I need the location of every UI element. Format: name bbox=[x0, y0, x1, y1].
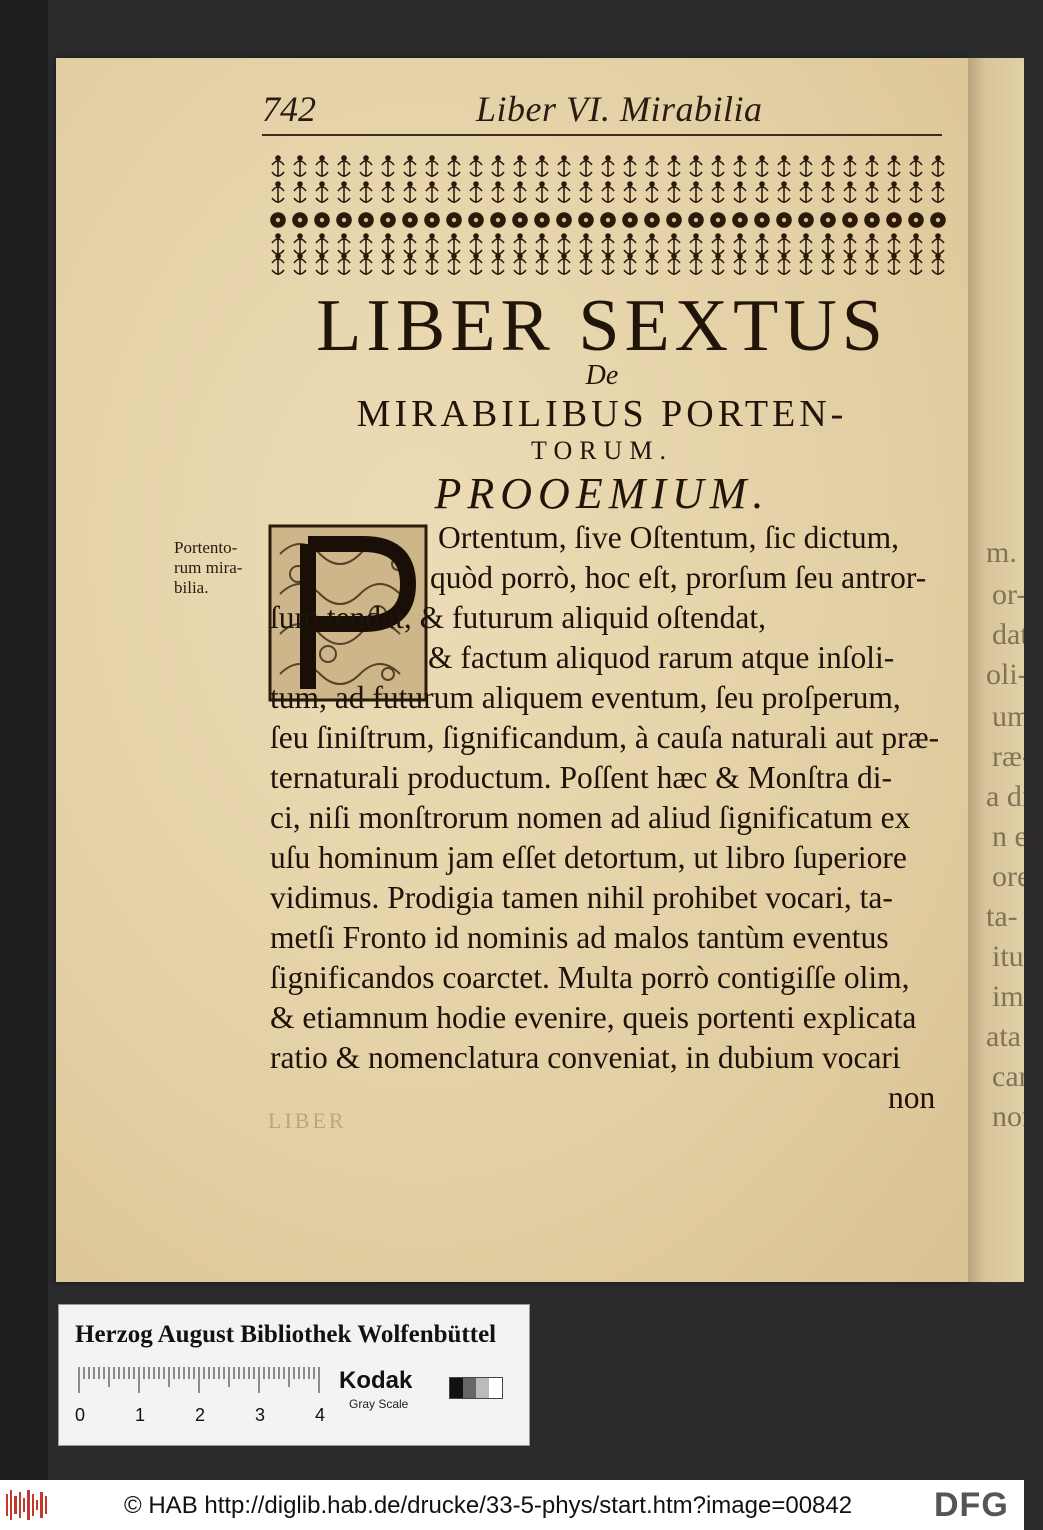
marginal-note-line: rum mira- bbox=[174, 558, 243, 577]
copyright-link[interactable]: © HAB http://diglib.hab.de/drucke/33-5-phys/start.htm?image=00842 bbox=[124, 1492, 853, 1519]
dfg-logo: DFG bbox=[934, 1486, 1009, 1524]
body-text-line: ſum tendat, & futurum aliquid oſtendat, bbox=[270, 600, 767, 635]
adjacent-page-text: ræ- bbox=[992, 740, 1032, 773]
body-text-line: metſi Fronto id nominis ad malos tantùm eventus bbox=[270, 920, 889, 955]
adjacent-page-text: oli- bbox=[986, 658, 1028, 691]
body-text-line: & factum aliquod rarum atque inſoli- bbox=[428, 640, 895, 675]
marginal-note bbox=[174, 538, 264, 598]
ruler-number: 1 bbox=[135, 1405, 146, 1425]
body-text-line: quòd porrò, hoc eſt, prorſum ſeu antror- bbox=[430, 560, 927, 595]
library-name: Herzog August Bibliothek Wolfenbüttel bbox=[75, 1321, 497, 1348]
subtitle-line-2: TORUM. bbox=[531, 436, 673, 465]
body-text-line: non bbox=[888, 1080, 936, 1115]
adjacent-page-text: ata bbox=[986, 1020, 1021, 1053]
body-text-line: tum, ad futurum aliquem eventum, ſeu proſperum, bbox=[270, 680, 901, 715]
body-text-line: ratio & nomenclatura conveniat, in dubium vocari bbox=[270, 1040, 901, 1075]
gray-scale-swatches bbox=[449, 1377, 503, 1399]
ruler-number: 3 bbox=[255, 1405, 266, 1425]
adjacent-page-text: a di- bbox=[986, 780, 1041, 813]
measurement-ruler bbox=[75, 1365, 375, 1425]
body-text-line: ci, niſi monſtrorum nomen ad aliud ſignificatum ex bbox=[270, 800, 911, 835]
adjacent-page-text: or- bbox=[992, 578, 1027, 611]
adjacent-page-text: cari bbox=[992, 1060, 1037, 1093]
ruler-number: 0 bbox=[75, 1405, 86, 1425]
adjacent-page-edge bbox=[968, 58, 1043, 1282]
adjacent-page-text: ore bbox=[992, 860, 1031, 893]
book-title: LIBER SEXTUS bbox=[316, 285, 888, 367]
barcode-icon bbox=[6, 1490, 48, 1520]
decorative-headpiece-ornament bbox=[262, 154, 942, 280]
body-text-line: Ortentum, ſive Oſtentum, ſic dictum, bbox=[438, 520, 900, 555]
subtitle-line-1: MIRABILIBUS PORTEN- bbox=[356, 393, 848, 435]
body-text-line: & etiamnum hodie evenire, queis portenti explicata bbox=[270, 1000, 917, 1035]
library-color-target-label bbox=[58, 1304, 530, 1446]
running-title: Liber VI. Mirabilia bbox=[476, 89, 763, 129]
body-text-line: ſignificandos coarctet. Multa porrò contigiſſe olim, bbox=[270, 960, 910, 995]
gray-scale-caption: Gray Scale bbox=[349, 1397, 409, 1411]
viewer-footer bbox=[0, 1480, 1024, 1530]
marginal-note-line: bilia. bbox=[174, 578, 209, 597]
adjacent-page-text: itus bbox=[992, 940, 1036, 973]
ruler-number: 2 bbox=[195, 1405, 206, 1425]
body-text-line: ternaturali productum. Poſſent hæc & Monſtra di- bbox=[270, 760, 893, 795]
body-text-line: vidimus. Prodigia tamen nihil prohibet vocari, ta- bbox=[270, 880, 893, 915]
title-connector: De bbox=[585, 360, 619, 391]
body-text-line: uſu hominum jam eſſet detortum, ut libro ſuperiore bbox=[270, 840, 907, 875]
adjacent-page-text: dat, bbox=[992, 618, 1037, 651]
bleed-through-text: LIBER bbox=[268, 1108, 347, 1133]
adjacent-page-text: ta- bbox=[986, 900, 1018, 933]
adjacent-page-text: um, bbox=[992, 700, 1038, 733]
adjacent-page-text: m. bbox=[986, 536, 1017, 569]
body-text-line: ſeu ſiniſtrum, ſignificandum, à cauſa naturali aut præ- bbox=[270, 720, 940, 755]
running-head bbox=[262, 88, 942, 136]
ruler-number: 4 bbox=[315, 1405, 326, 1425]
adjacent-page-text: n ex bbox=[992, 820, 1043, 853]
adjacent-page-text: im, bbox=[992, 980, 1032, 1013]
page-number: 742 bbox=[262, 89, 316, 129]
kodak-brand: Kodak bbox=[339, 1367, 413, 1394]
section-heading: PROOEMIUM. bbox=[434, 469, 770, 518]
marginal-note-line: Portento- bbox=[174, 538, 238, 557]
adjacent-page-text: non bbox=[992, 1100, 1037, 1133]
scan-backdrop bbox=[0, 0, 48, 1480]
